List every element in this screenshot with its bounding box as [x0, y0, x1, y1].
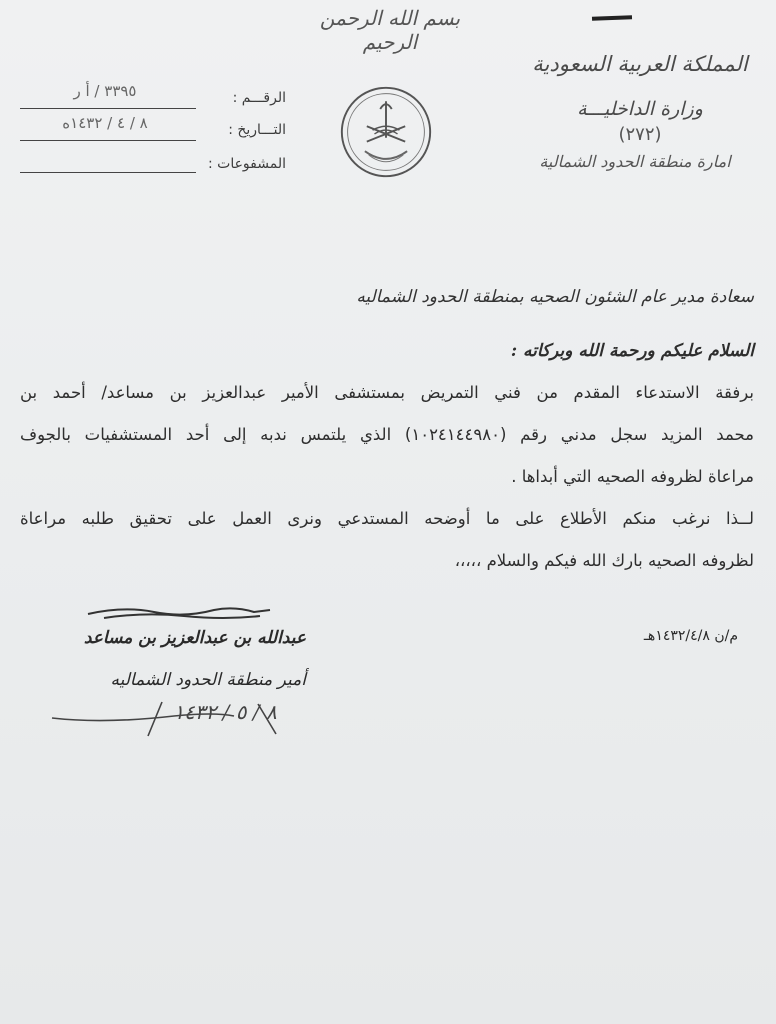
number-label: الرقـــم :	[232, 90, 286, 106]
paragraph1-line2: محمد المزيد سجل مدني رقم (١٠٢٤١٤٤٩٨٠) الذي يلتمس ندبه إلى أحد المستشفيات بالجوف	[20, 425, 754, 444]
letter-greeting: السلام عليكم ورحمة الله وبركاته :	[510, 341, 754, 361]
paragraph1-line3: مراعاة لظروفه الصحيه التي أبداها .	[511, 467, 754, 486]
signatory-name: عبدالله بن عبدالعزيز بن مساعد	[83, 628, 306, 648]
date-label: التـــاريخ :	[228, 122, 286, 138]
office-number: (٢٧٢)	[618, 124, 662, 145]
signatory-title: أمير منطقة الحدود الشماليه	[110, 670, 306, 690]
letter-addressee: سعادة مدير عام الشئون الصحيه بمنطقة الحدود الشماليه	[356, 287, 754, 307]
paragraph1-line1: برفقة الاستدعاء المقدم من فني التمريض بمستشفى الأمير عبدالعزيز بن مساعد/ أحمد بن	[20, 383, 754, 402]
basmala: بسم الله الرحمن الرحيم	[319, 6, 461, 54]
paragraph2-line2: لظروفه الصحيه بارك الله فيكم والسلام ،،،،،	[454, 551, 754, 570]
reference-date: م/ن ١٤٣٢/٤/٨هـ	[643, 628, 738, 644]
handwritten-underline	[44, 694, 284, 738]
paragraph2-line1: لــذا نرغب منكم الأطلاع على ما أوضحه المستدعي ونرى العمل على تحقيق طلبه مراعاة	[20, 509, 754, 528]
top-pen-mark	[592, 15, 632, 20]
saudi-emblem-seal-icon	[338, 84, 434, 180]
attachments-label: المشفوعات :	[207, 156, 286, 172]
signature-scribble	[84, 600, 274, 626]
number-value: ٣٣٩٥ / أ ر	[73, 82, 137, 100]
handwritten-date: ٨ / ٥ / ١٤٣٢	[173, 700, 277, 724]
date-value: ٨ / ٤ / ١٤٣٢ه	[62, 114, 148, 132]
kingdom-name: المملكة العربية السعودية	[532, 52, 748, 76]
attachments-line	[20, 156, 196, 173]
emirate-name: امارة منطقة الحدود الشمالية	[539, 152, 731, 171]
ministry-name: وزارة الداخليـــة	[577, 98, 703, 120]
